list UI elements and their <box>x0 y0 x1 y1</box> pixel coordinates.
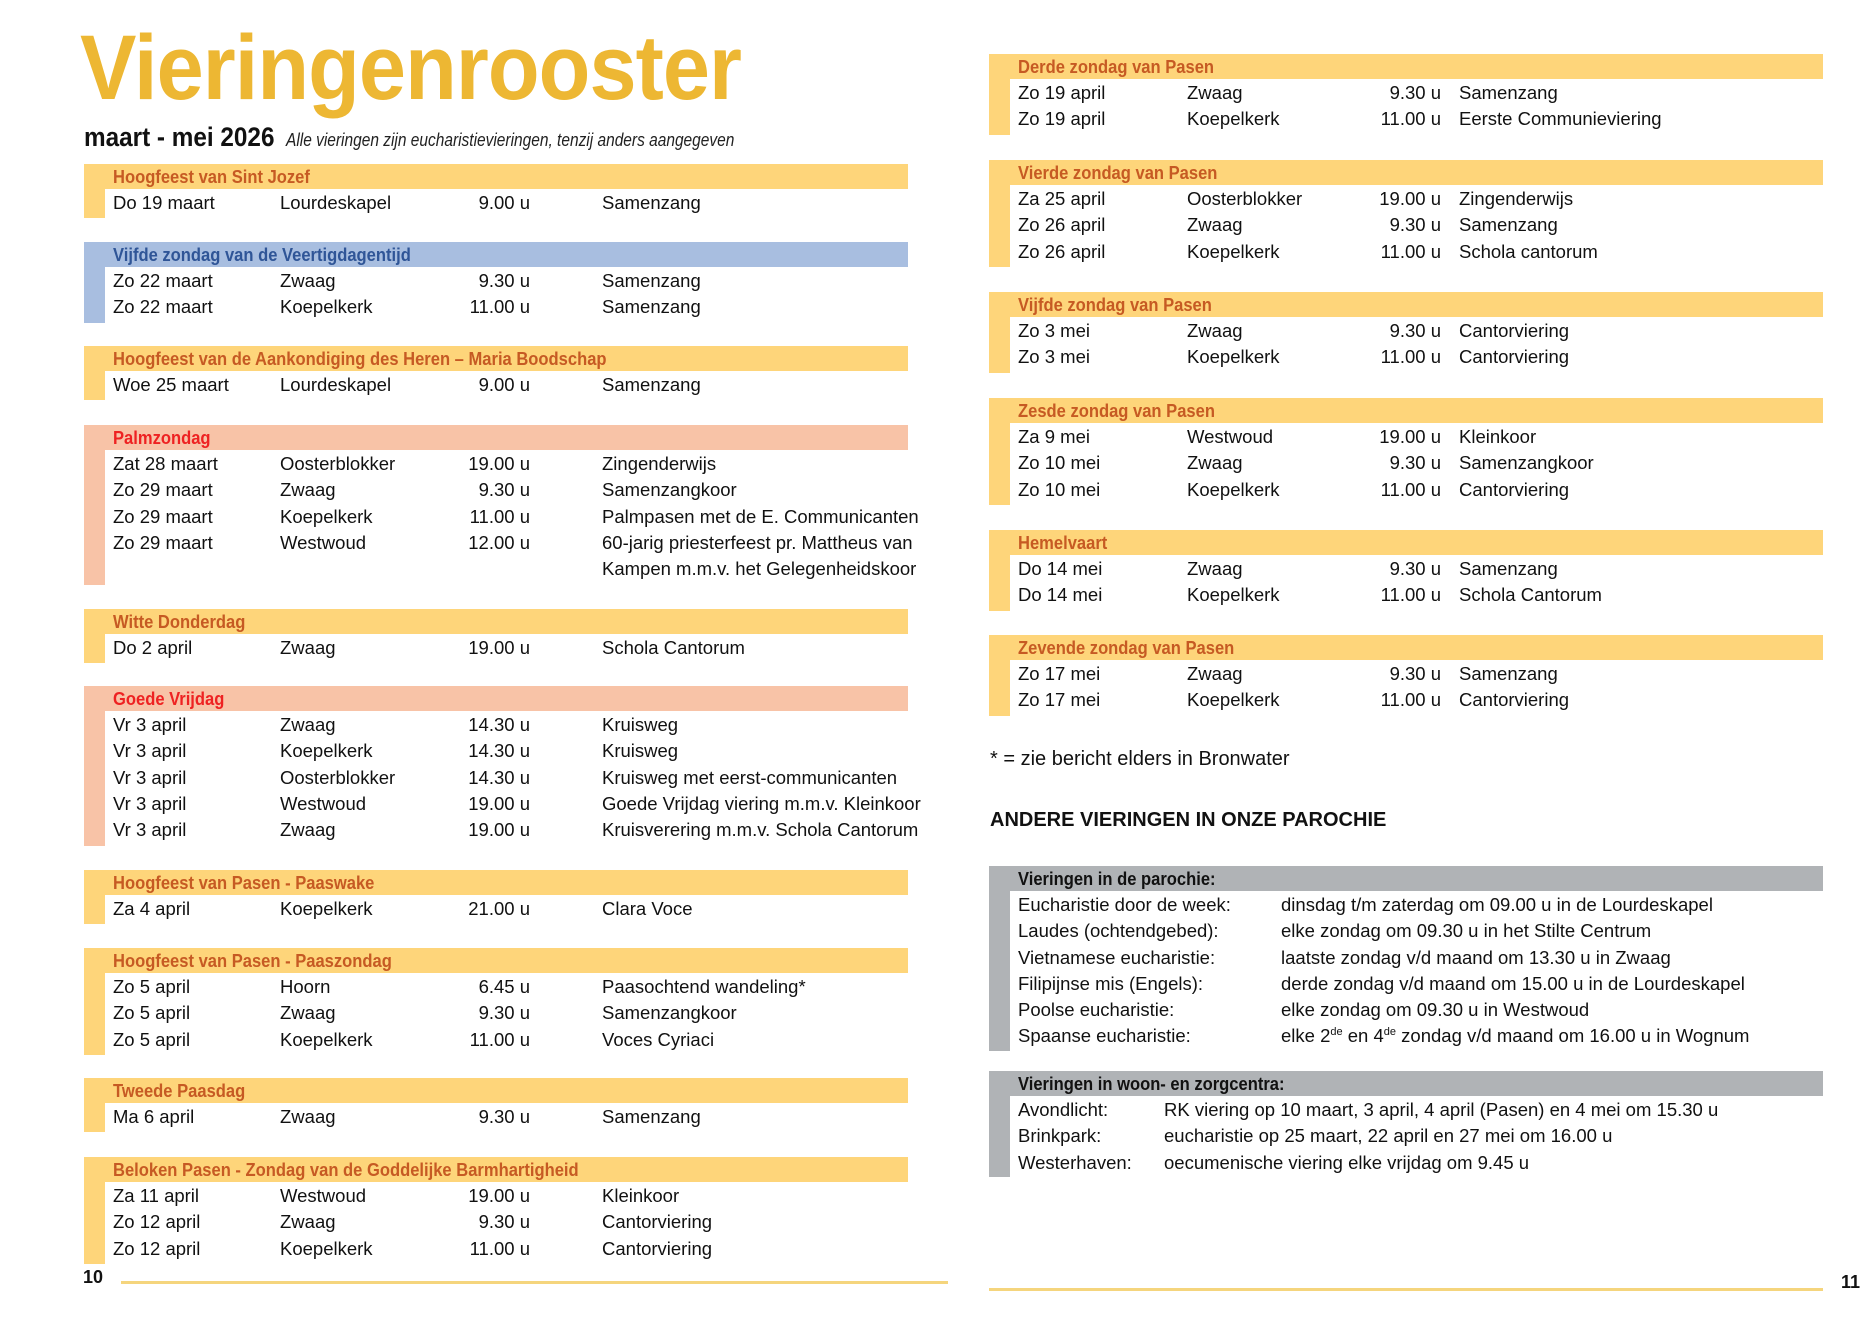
group-accent-strip <box>84 609 105 663</box>
service-time: 11.00 u <box>469 1237 530 1259</box>
service-location: Koepelkerk <box>1187 240 1280 262</box>
service-location: Koepelkerk <box>1187 478 1280 500</box>
service-location: Koepelkerk <box>1187 108 1280 130</box>
info-value: oecumenische viering elke vrijdag om 9.45 u <box>1164 1151 1530 1173</box>
service-description: 60-jarig priesterfeest pr. Mattheus van <box>602 531 913 553</box>
service-time: 11.00 u <box>469 1028 530 1050</box>
service-row <box>113 1236 908 1262</box>
service-date: Vr 3 april <box>113 792 187 814</box>
service-row <box>113 477 908 503</box>
group-title: Derde zondag van Pasen <box>1018 57 1215 77</box>
service-location: Zwaag <box>1187 320 1243 341</box>
service-date: Vr 3 april <box>113 819 187 841</box>
service-location: Koepelkerk <box>280 1237 373 1259</box>
service-location: Zwaag <box>280 1211 336 1233</box>
service-location: Zwaag <box>280 714 336 735</box>
info-row <box>1018 918 1823 944</box>
group-rows <box>1018 661 1823 714</box>
service-group <box>989 398 1823 505</box>
service-row <box>113 190 908 216</box>
service-location: Westwoud <box>280 1185 367 1206</box>
service-row <box>113 1104 908 1130</box>
service-location: Westwoud <box>280 792 367 814</box>
ordinal-suffix: de <box>1330 1026 1343 1039</box>
service-row <box>1018 424 1823 450</box>
group-rows <box>113 190 908 216</box>
service-time: 19.00 u <box>468 792 530 814</box>
group-title: Vijfde zondag van Pasen <box>1018 295 1212 315</box>
info-value: eucharistie op 25 maart, 22 april en 27 mei om 16.00 u <box>1164 1125 1613 1147</box>
service-date: Zo 22 maart <box>113 270 213 291</box>
info-label: Eucharistie door de week: <box>1018 894 1231 915</box>
service-time: 11.00 u <box>469 505 530 527</box>
service-description: Cantorviering <box>602 1237 713 1259</box>
subtitle-note: Alle vieringen zijn eucharistievieringen, tenzij anders aangegeven <box>286 130 735 150</box>
service-description: Eerste Communieviering <box>1459 108 1662 130</box>
service-group <box>84 948 908 1055</box>
service-description: Zingenderwijs <box>602 453 717 474</box>
service-description: Schola Cantorum <box>1459 584 1602 606</box>
service-location: Oosterblokker <box>280 453 396 474</box>
service-time: 9.30 u <box>1389 82 1441 103</box>
group-title: Hoogfeest van de Aankondiging des Heren – Maria Boodschap <box>113 349 607 369</box>
group-title: Hemelvaart <box>1018 533 1108 553</box>
service-group <box>84 1078 908 1132</box>
service-row <box>113 817 919 843</box>
service-time: 14.30 u <box>468 766 530 788</box>
group-accent-strip <box>989 398 1010 505</box>
info-label: Brinkpark: <box>1018 1125 1102 1147</box>
service-time: 12.00 u <box>468 531 530 553</box>
service-description: Palmpasen met de E. Communicanten <box>602 505 919 527</box>
info-label: Laudes (ochtendgebed): <box>1018 920 1219 942</box>
box-title: Vieringen in de parochie: <box>1018 869 1216 889</box>
group-title: Vierde zondag van Pasen <box>1018 163 1218 183</box>
box-title: Vieringen in woon- en zorgcentra: <box>1018 1074 1285 1094</box>
group-accent-strip <box>989 635 1010 716</box>
group-accent-strip <box>84 1157 105 1264</box>
service-location: Zwaag <box>1187 452 1243 474</box>
service-date: Woe 25 maart <box>113 374 229 395</box>
group-rows <box>1018 424 1823 503</box>
service-location: Zwaag <box>280 479 336 501</box>
service-row <box>113 765 908 791</box>
service-description: Kleinkoor <box>602 1185 680 1206</box>
info-value: laatste zondag v/d maand om 13.30 u in Zwaag <box>1281 946 1671 968</box>
info-value: RK viering op 10 maart, 3 april, 4 april (Pasen) en 4 mei om 15.30 u <box>1164 1099 1719 1120</box>
service-time: 9.30 u <box>478 1211 530 1233</box>
service-row <box>113 530 913 556</box>
service-date: Za 25 april <box>1018 188 1106 209</box>
value-part: elke 2 <box>1281 1025 1331 1047</box>
service-location: Westwoud <box>1187 426 1274 447</box>
service-time: 11.00 u <box>1380 478 1441 500</box>
service-description: Samenzang <box>1459 82 1558 103</box>
service-location: Zwaag <box>280 1002 336 1024</box>
service-description: Samenzangkoor <box>1459 452 1594 474</box>
service-group <box>84 609 908 663</box>
value-part: en 4 <box>1342 1025 1384 1047</box>
service-group <box>84 686 921 846</box>
service-location: Oosterblokker <box>1187 188 1303 209</box>
service-description: Samenzang <box>602 374 701 395</box>
info-row <box>1018 892 1823 918</box>
service-description: Kruisverering m.m.v. Schola Cantorum <box>602 819 919 841</box>
group-rows <box>113 974 908 1053</box>
info-label: Avondlicht: <box>1018 1099 1109 1120</box>
service-description: Paasochtend wandeling* <box>602 976 806 997</box>
service-row <box>1018 318 1823 344</box>
service-date: Vr 3 april <box>113 714 187 735</box>
service-description: Cantorviering <box>1459 478 1570 500</box>
service-group <box>989 635 1823 716</box>
value-part: zondag v/d maand om 16.00 u in Wognum <box>1396 1025 1750 1047</box>
service-location: Zwaag <box>1187 663 1243 684</box>
service-group <box>84 164 908 218</box>
service-date: Zo 12 april <box>113 1237 201 1259</box>
group-title: Goede Vrijdag <box>113 689 225 709</box>
service-description: Clara Voce <box>602 898 693 919</box>
service-location: Koepelkerk <box>280 296 373 318</box>
group-title: Zevende zondag van Pasen <box>1018 638 1235 658</box>
group-title: Beloken Pasen - Zondag van de Goddelijke Barmhartigheid <box>113 1160 579 1180</box>
service-group <box>84 242 908 323</box>
service-time: 9.30 u <box>478 270 530 291</box>
service-row <box>113 1209 908 1235</box>
service-location: Lourdeskapel <box>280 374 392 395</box>
service-row <box>113 556 917 582</box>
group-accent-strip <box>84 686 105 846</box>
service-group <box>989 292 1823 373</box>
group-accent-strip <box>989 530 1010 611</box>
service-group <box>989 530 1823 611</box>
service-date: Zo 29 maart <box>113 479 213 501</box>
service-time: 19.00 u <box>468 1185 530 1206</box>
service-time: 6.45 u <box>478 976 530 997</box>
info-row <box>1018 997 1823 1023</box>
service-date: Vr 3 april <box>113 740 187 762</box>
parish-services-box <box>989 866 1823 1051</box>
group-title: Zesde zondag van Pasen <box>1018 401 1215 421</box>
service-date: Zo 29 maart <box>113 505 213 527</box>
service-description: Kleinkoor <box>1459 426 1537 447</box>
info-label: Spaanse eucharistie: <box>1018 1025 1191 1047</box>
service-date: Zo 17 mei <box>1018 689 1101 711</box>
group-title: Witte Donderdag <box>113 612 246 632</box>
service-description: Zingenderwijs <box>1459 188 1574 209</box>
service-time: 19.00 u <box>468 819 530 841</box>
service-date: Do 2 april <box>113 637 193 658</box>
service-date: Zo 19 april <box>1018 108 1106 130</box>
service-date: Vr 3 april <box>113 766 187 788</box>
group-rows <box>113 1183 908 1262</box>
service-description: Voces Cyriaci <box>602 1028 715 1050</box>
group-accent-strip <box>84 1078 105 1132</box>
service-date: Zo 10 mei <box>1018 452 1101 474</box>
service-location: Zwaag <box>280 270 336 291</box>
service-description: Kruisweg <box>602 740 679 762</box>
info-label: Vietnamese eucharistie: <box>1018 946 1216 968</box>
info-row <box>1018 1150 1823 1176</box>
service-group <box>84 425 919 585</box>
service-description: Samenzangkoor <box>602 1002 737 1024</box>
service-date: Zo 26 april <box>1018 214 1106 236</box>
service-time: 9.30 u <box>1389 663 1441 684</box>
service-location: Koepelkerk <box>1187 689 1280 711</box>
service-time: 9.30 u <box>1389 320 1441 341</box>
service-time: 19.00 u <box>1379 426 1441 447</box>
service-time: 9.30 u <box>478 1106 530 1127</box>
service-location: Zwaag <box>1187 82 1243 103</box>
footnote: * = zie bericht elders in Bronwater <box>990 748 1290 770</box>
service-group <box>84 346 908 400</box>
service-date: Do 19 maart <box>113 192 215 213</box>
service-date: Zo 12 april <box>113 1211 201 1233</box>
box-accent-strip <box>989 1071 1010 1177</box>
service-row <box>113 974 908 1000</box>
service-location: Koepelkerk <box>280 898 373 919</box>
footer-line-right <box>989 1288 1823 1291</box>
info-row <box>1018 1123 1823 1149</box>
service-row <box>113 451 908 477</box>
info-row <box>1018 1023 1823 1049</box>
care-centre-services-box <box>989 1071 1823 1177</box>
page-number-left: 10 <box>83 1267 104 1287</box>
service-date: Zo 5 april <box>113 976 191 997</box>
service-row <box>113 372 908 398</box>
service-row <box>1018 450 1823 476</box>
group-rows <box>1018 186 1823 265</box>
group-title: Vijfde zondag van de Veertigdagentijd <box>113 245 411 265</box>
service-time: 14.30 u <box>468 740 530 762</box>
service-description: Samenzang <box>602 192 701 213</box>
service-row <box>1018 661 1823 687</box>
service-row <box>1018 582 1823 608</box>
service-location: Zwaag <box>280 819 336 841</box>
service-description: Cantorviering <box>1459 346 1570 368</box>
service-group <box>989 54 1823 135</box>
service-description: Samenzang <box>602 1106 701 1127</box>
service-date: Zo 5 april <box>113 1028 191 1050</box>
group-accent-strip <box>84 164 105 218</box>
service-row <box>113 1027 908 1053</box>
service-location: Zwaag <box>1187 558 1243 579</box>
group-title: Tweede Paasdag <box>113 1081 246 1101</box>
service-group <box>84 1157 908 1264</box>
group-accent-strip <box>84 948 105 1055</box>
service-description: Cantorviering <box>1459 320 1570 341</box>
service-description: Cantorviering <box>1459 689 1570 711</box>
service-description: Samenzang <box>1459 663 1558 684</box>
service-date: Zo 19 april <box>1018 82 1106 103</box>
group-rows <box>1018 80 1823 133</box>
info-row <box>1018 945 1823 971</box>
service-date: Ma 6 april <box>113 1106 195 1127</box>
service-location: Oosterblokker <box>280 766 396 788</box>
service-row <box>113 896 908 922</box>
group-rows <box>113 635 908 661</box>
service-time: 9.00 u <box>478 374 530 395</box>
service-location: Koepelkerk <box>280 505 373 527</box>
group-rows <box>113 896 908 922</box>
other-services-heading: ANDERE VIERINGEN IN ONZE PAROCHIE <box>990 809 1387 831</box>
service-description: Kruisweg met eerst-communicanten <box>602 766 898 788</box>
service-group <box>989 160 1823 267</box>
service-date: Zo 26 april <box>1018 240 1106 262</box>
footer-line-left <box>121 1281 948 1284</box>
service-location: Hoorn <box>280 976 331 997</box>
service-time: 11.00 u <box>1380 108 1441 130</box>
service-date: Za 11 april <box>113 1185 200 1206</box>
group-accent-strip <box>989 54 1010 135</box>
service-time: 19.00 u <box>1379 188 1441 209</box>
service-location: Koepelkerk <box>280 740 373 762</box>
service-time: 9.30 u <box>478 1002 530 1024</box>
group-title: Hoogfeest van Sint Jozef <box>113 167 310 187</box>
info-row <box>1018 971 1823 997</box>
service-location: Koepelkerk <box>1187 346 1280 368</box>
service-time: 14.30 u <box>468 714 530 735</box>
service-time: 11.00 u <box>1380 346 1441 368</box>
page-title: Vieringenrooster <box>80 17 742 119</box>
service-description: Kruisweg <box>602 714 679 735</box>
service-date: Do 14 mei <box>1018 584 1103 606</box>
service-row <box>113 712 908 738</box>
group-rows <box>113 372 908 398</box>
service-time: 11.00 u <box>1380 584 1441 606</box>
service-row <box>113 268 908 294</box>
info-row <box>1018 1097 1823 1123</box>
service-row <box>113 1000 908 1026</box>
service-date: Zo 3 mei <box>1018 346 1090 368</box>
group-title: Hoogfeest van Pasen - Paaszondag <box>113 951 392 971</box>
service-description: Samenzangkoor <box>602 479 737 501</box>
service-description: Goede Vrijdag viering m.m.v. Kleinkoor <box>602 792 921 814</box>
info-value: dinsdag t/m zaterdag om 09.00 u in de Lourdeskapel <box>1281 894 1713 915</box>
service-time: 11.00 u <box>469 296 530 318</box>
service-location: Zwaag <box>280 1106 336 1127</box>
service-date: Zo 10 mei <box>1018 478 1101 500</box>
group-rows <box>113 712 921 843</box>
service-time: 9.30 u <box>1389 558 1441 579</box>
service-row <box>1018 239 1823 265</box>
info-value <box>1281 1023 1749 1049</box>
group-header-bar <box>989 530 1823 555</box>
group-title: Hoogfeest van Pasen - Paaswake <box>113 873 375 893</box>
service-date: Zo 17 mei <box>1018 663 1101 684</box>
service-description: Samenzang <box>602 270 701 291</box>
service-location: Koepelkerk <box>1187 584 1280 606</box>
page-number-right: 11 <box>1841 1272 1861 1292</box>
group-accent-strip <box>989 292 1010 373</box>
service-location: Lourdeskapel <box>280 192 392 213</box>
service-time: 9.00 u <box>478 192 530 213</box>
service-row <box>113 294 908 320</box>
service-description: Samenzang <box>1459 558 1558 579</box>
service-row <box>1018 344 1823 370</box>
service-row <box>113 635 908 661</box>
service-location: Koepelkerk <box>280 1028 373 1050</box>
group-rows <box>113 268 908 321</box>
box-accent-strip <box>989 866 1010 1051</box>
service-time: 9.30 u <box>1389 214 1441 236</box>
service-time: 19.00 u <box>468 453 530 474</box>
service-date: Zo 3 mei <box>1018 320 1090 341</box>
service-time: 9.30 u <box>1389 452 1441 474</box>
group-accent-strip <box>84 242 105 323</box>
info-label: Westerhaven: <box>1018 1151 1132 1173</box>
service-row <box>1018 80 1823 106</box>
service-date: Za 4 april <box>113 898 191 919</box>
service-description: Samenzang <box>602 296 701 318</box>
subtitle <box>84 122 807 157</box>
service-row <box>1018 556 1823 582</box>
care-rows <box>1018 1097 1823 1176</box>
group-accent-strip <box>84 425 105 585</box>
group-rows <box>113 1104 908 1130</box>
service-description: Schola Cantorum <box>602 637 745 658</box>
service-row <box>113 1183 908 1209</box>
service-row <box>1018 212 1823 238</box>
group-title: Palmzondag <box>113 428 211 448</box>
ordinal-suffix: de <box>1383 1026 1397 1039</box>
service-row <box>113 791 921 817</box>
info-value: elke zondag om 09.30 u in Westwoud <box>1281 999 1590 1021</box>
service-time: 11.00 u <box>1380 240 1441 262</box>
group-rows <box>1018 318 1823 371</box>
service-row <box>113 504 919 530</box>
service-date: Do 14 mei <box>1018 558 1103 579</box>
group-rows <box>113 451 919 582</box>
info-label: Filipijnse mis (Engels): <box>1018 972 1204 994</box>
period-label: maart - mei 2026 <box>84 122 275 152</box>
service-time: 21.00 u <box>468 898 530 919</box>
service-row <box>113 738 908 764</box>
service-date: Zo 29 maart <box>113 531 213 553</box>
group-accent-strip <box>84 346 105 400</box>
info-value: derde zondag v/d maand om 15.00 u in de Lourdeskapel <box>1281 972 1745 994</box>
service-location: Zwaag <box>1187 214 1243 236</box>
service-time: 11.00 u <box>1380 689 1441 711</box>
service-description: Samenzang <box>1459 214 1558 236</box>
service-location: Westwoud <box>280 531 367 553</box>
parish-rows <box>1018 892 1823 1050</box>
service-date: Zo 22 maart <box>113 296 213 318</box>
service-description: Kampen m.m.v. het Gelegenheidskoor <box>602 558 917 580</box>
service-date: Zat 28 maart <box>113 453 218 474</box>
service-time: 19.00 u <box>468 637 530 658</box>
service-description: Schola cantorum <box>1459 240 1598 262</box>
service-date: Za 9 mei <box>1018 426 1090 447</box>
group-accent-strip <box>84 870 105 924</box>
group-accent-strip <box>989 160 1010 267</box>
service-time: 9.30 u <box>478 479 530 501</box>
service-row <box>1018 477 1823 503</box>
service-row <box>1018 687 1823 713</box>
info-label: Poolse eucharistie: <box>1018 999 1175 1021</box>
service-location: Zwaag <box>280 637 336 658</box>
service-row <box>1018 106 1823 132</box>
group-rows <box>1018 556 1823 609</box>
service-row <box>1018 186 1823 212</box>
service-group <box>84 870 908 924</box>
service-description: Cantorviering <box>602 1211 713 1233</box>
service-date: Zo 5 april <box>113 1002 191 1024</box>
info-value: elke zondag om 09.30 u in het Stilte Centrum <box>1281 920 1652 942</box>
